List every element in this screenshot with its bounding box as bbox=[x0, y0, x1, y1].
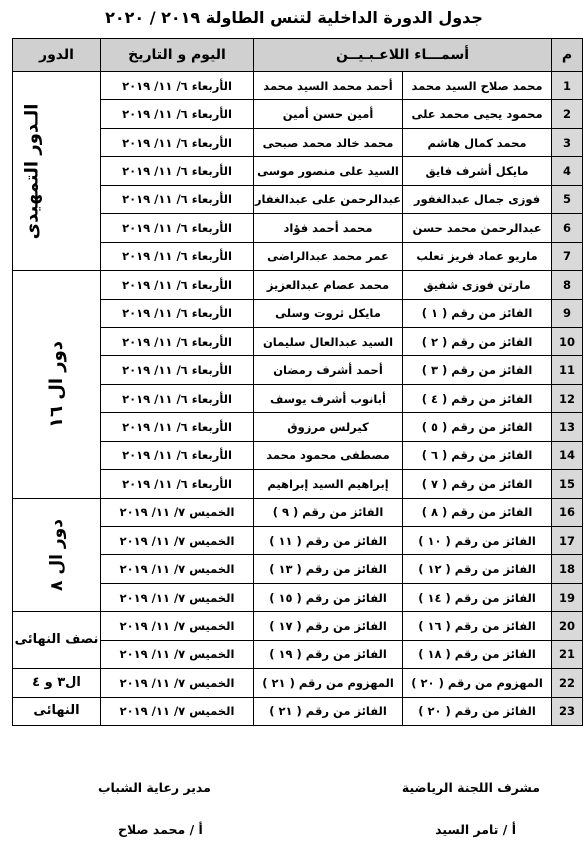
table-row bbox=[13, 72, 583, 100]
player-2: الفائز من رقم ( ٩ ) bbox=[254, 498, 403, 526]
match-date: الأربعاء ٦/ ١١/ ٢٠١٩ bbox=[101, 185, 254, 213]
row-number: 3 bbox=[552, 128, 583, 156]
round-r8 bbox=[13, 498, 101, 612]
footer-left-role: مدير رعاية الشباب bbox=[98, 780, 211, 795]
player-1: الفائز من رقم ( ١٨ ) bbox=[403, 640, 552, 668]
schedule-body bbox=[13, 72, 583, 726]
header-row bbox=[13, 39, 583, 72]
player-1: الفائز من رقم ( ٦ ) bbox=[403, 441, 552, 469]
row-number: 15 bbox=[552, 470, 583, 498]
row-number: 19 bbox=[552, 583, 583, 611]
player-2: كيرلس مرزوق bbox=[254, 413, 403, 441]
row-number: 16 bbox=[552, 498, 583, 526]
match-date: الخميس ٧/ ١١/ ٢٠١٩ bbox=[101, 669, 254, 697]
row-number: 13 bbox=[552, 413, 583, 441]
match-date: الأربعاء ٦/ ١١/ ٢٠١٩ bbox=[101, 413, 254, 441]
player-1: الفائز من رقم ( ٢ ) bbox=[403, 327, 552, 355]
match-date: الأربعاء ٦/ ١١/ ٢٠١٩ bbox=[101, 441, 254, 469]
player-1: الفائز من رقم ( ١٠ ) bbox=[403, 527, 552, 555]
row-number: 12 bbox=[552, 384, 583, 412]
row-number: 7 bbox=[552, 242, 583, 270]
match-date: الأربعاء ٦/ ١١/ ٢٠١٩ bbox=[101, 242, 254, 270]
row-number: 22 bbox=[552, 669, 583, 697]
page-title: جدول الدورة الداخلية لتنس الطاولة ٢٠١٩ / ٢٠٢٠ bbox=[105, 8, 483, 27]
round-third bbox=[13, 669, 101, 697]
row-number: 17 bbox=[552, 527, 583, 555]
player-2: أمين حسن أمين bbox=[254, 100, 403, 128]
player-2: مصطفى محمود محمد bbox=[254, 441, 403, 469]
row-number: 9 bbox=[552, 299, 583, 327]
round-label: ال٣ و ٤ bbox=[32, 674, 81, 690]
player-2: محمد عصام عبدالعزيز bbox=[254, 271, 403, 299]
player-1: مايكل أشرف فايق bbox=[403, 157, 552, 185]
row-number: 14 bbox=[552, 441, 583, 469]
player-2: الفائز من رقم ( ١١ ) bbox=[254, 527, 403, 555]
player-2: أبانوب أشرف يوسف bbox=[254, 384, 403, 412]
player-2: السيد على منصور موسى bbox=[254, 157, 403, 185]
player-1: محمود يحيى محمد على bbox=[403, 100, 552, 128]
row-number: 6 bbox=[552, 214, 583, 242]
round-semi bbox=[13, 612, 101, 669]
table-row bbox=[13, 697, 583, 725]
table-row bbox=[13, 669, 583, 697]
header-round: الدور bbox=[13, 39, 101, 72]
table-row bbox=[13, 498, 583, 526]
round-prelim bbox=[13, 72, 101, 271]
match-date: الأربعاء ٦/ ١١/ ٢٠١٩ bbox=[101, 128, 254, 156]
player-2: إبراهيم السيد إبراهيم bbox=[254, 470, 403, 498]
player-1: الفائز من رقم ( ٧ ) bbox=[403, 470, 552, 498]
row-number: 10 bbox=[552, 327, 583, 355]
round-r16 bbox=[13, 271, 101, 499]
match-date: الأربعاء ٦/ ١١/ ٢٠١٩ bbox=[101, 356, 254, 384]
player-1: الفائز من رقم ( ١٤ ) bbox=[403, 583, 552, 611]
row-number: 1 bbox=[552, 72, 583, 100]
player-2: الفائز من رقم ( ٢١ ) bbox=[254, 697, 403, 725]
schedule-table bbox=[12, 38, 583, 726]
player-1: محمد كمال هاشم bbox=[403, 128, 552, 156]
match-date: الأربعاء ٦/ ١١/ ٢٠١٩ bbox=[101, 157, 254, 185]
table-row bbox=[13, 271, 583, 299]
round-label: دور ال ٨ bbox=[46, 518, 67, 591]
row-number: 8 bbox=[552, 271, 583, 299]
match-date: الأربعاء ٦/ ١١/ ٢٠١٩ bbox=[101, 72, 254, 100]
match-date: الخميس ٧/ ١١/ ٢٠١٩ bbox=[101, 583, 254, 611]
row-number: 23 bbox=[552, 697, 583, 725]
match-date: الأربعاء ٦/ ١١/ ٢٠١٩ bbox=[101, 271, 254, 299]
match-date: الأربعاء ٦/ ١١/ ٢٠١٩ bbox=[101, 214, 254, 242]
player-1: الفائز من رقم ( ٤ ) bbox=[403, 384, 552, 412]
row-number: 2 bbox=[552, 100, 583, 128]
player-1: عبدالرحمن محمد حسن bbox=[403, 214, 552, 242]
player-2: أحمد محمد السيد محمد bbox=[254, 72, 403, 100]
player-2: الفائز من رقم ( ١٣ ) bbox=[254, 555, 403, 583]
player-2: أحمد أشرف رمضان bbox=[254, 356, 403, 384]
match-date: الخميس ٧/ ١١/ ٢٠١٩ bbox=[101, 640, 254, 668]
round-label: نصف النهائى bbox=[14, 632, 99, 648]
player-2: محمد خالد محمد صبحى bbox=[254, 128, 403, 156]
player-2: عبدالرحمن على عبدالغفار bbox=[254, 185, 403, 213]
player-2: الفائز من رقم ( ١٧ ) bbox=[254, 612, 403, 640]
player-2: عمر محمد عبدالراضى bbox=[254, 242, 403, 270]
player-1: فوزى جمال عبدالغفور bbox=[403, 185, 552, 213]
header-num: م bbox=[552, 39, 583, 72]
match-date: الخميس ٧/ ١١/ ٢٠١٩ bbox=[101, 697, 254, 725]
player-1: الفائز من رقم ( ٥ ) bbox=[403, 413, 552, 441]
match-date: الخميس ٧/ ١١/ ٢٠١٩ bbox=[101, 498, 254, 526]
match-date: الأربعاء ٦/ ١١/ ٢٠١٩ bbox=[101, 299, 254, 327]
row-number: 20 bbox=[552, 612, 583, 640]
player-1: الفائز من رقم ( ٢٠ ) bbox=[403, 697, 552, 725]
header-players: أسمـــاء اللاعـبـيــن bbox=[254, 39, 552, 72]
round-label: النهائى bbox=[33, 703, 80, 719]
player-1: الفائز من رقم ( ١٦ ) bbox=[403, 612, 552, 640]
player-2: المهزوم من رقم ( ٢١ ) bbox=[254, 669, 403, 697]
match-date: الأربعاء ٦/ ١١/ ٢٠١٩ bbox=[101, 327, 254, 355]
row-number: 4 bbox=[552, 157, 583, 185]
footer-left-name: أ / محمد صلاح bbox=[118, 822, 203, 837]
player-1: الفائز من رقم ( ١ ) bbox=[403, 299, 552, 327]
match-date: الأربعاء ٦/ ١١/ ٢٠١٩ bbox=[101, 384, 254, 412]
round-final bbox=[13, 697, 101, 725]
player-1: ماريو عماد فريز تعلب bbox=[403, 242, 552, 270]
row-number: 5 bbox=[552, 185, 583, 213]
row-number: 21 bbox=[552, 640, 583, 668]
player-1: المهزوم من رقم ( ٢٠ ) bbox=[403, 669, 552, 697]
row-number: 11 bbox=[552, 356, 583, 384]
round-label: دور ال ١٦ bbox=[45, 340, 67, 428]
player-2: محمد أحمد فؤاد bbox=[254, 214, 403, 242]
player-1: الفائز من رقم ( ١٢ ) bbox=[403, 555, 552, 583]
player-1: الفائز من رقم ( ٣ ) bbox=[403, 356, 552, 384]
footer-right-name: أ / تامر السيد bbox=[435, 822, 516, 837]
player-2: السيد عبدالعال سليمان bbox=[254, 327, 403, 355]
player-1: محمد صلاح السيد محمد bbox=[403, 72, 552, 100]
match-date: الأربعاء ٦/ ١١/ ٢٠١٩ bbox=[101, 100, 254, 128]
player-1: الفائز من رقم ( ٨ ) bbox=[403, 498, 552, 526]
player-2: الفائز من رقم ( ١٩ ) bbox=[254, 640, 403, 668]
round-label: الـدور التمهيدى bbox=[21, 103, 43, 239]
match-date: الخميس ٧/ ١١/ ٢٠١٩ bbox=[101, 555, 254, 583]
row-number: 18 bbox=[552, 555, 583, 583]
player-1: مارتن فوزى شفيق bbox=[403, 271, 552, 299]
match-date: الخميس ٧/ ١١/ ٢٠١٩ bbox=[101, 612, 254, 640]
match-date: الخميس ٧/ ١١/ ٢٠١٩ bbox=[101, 527, 254, 555]
player-2: مايكل ثروت وسلى bbox=[254, 299, 403, 327]
header-date: اليوم و التاريخ bbox=[101, 39, 254, 72]
match-date: الأربعاء ٦/ ١١/ ٢٠١٩ bbox=[101, 470, 254, 498]
table-row bbox=[13, 612, 583, 640]
footer-right-role: مشرف اللجنة الرياضية bbox=[401, 780, 540, 795]
player-2: الفائز من رقم ( ١٥ ) bbox=[254, 583, 403, 611]
